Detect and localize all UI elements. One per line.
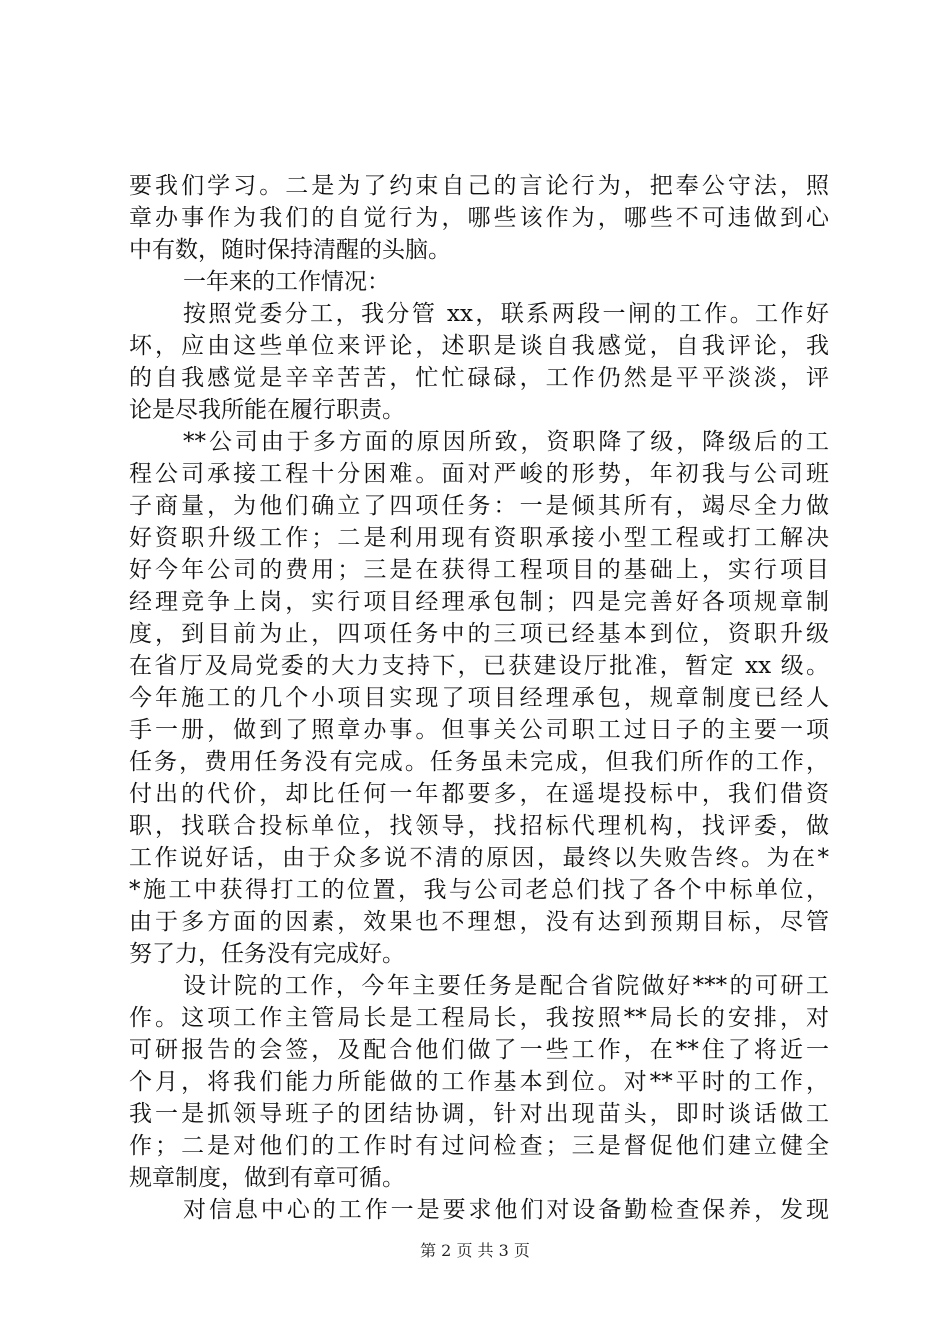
text-line: 任务，费用任务没有完成。任务虽未完成，但我们所作的工作， bbox=[129, 749, 829, 775]
text-line: 作。这项工作主管局长是工程局长，我按照**局长的安排，对 bbox=[129, 1005, 829, 1031]
text-line: 工作说好话，由于众多说不清的原因，最终以失败告终。为在* bbox=[129, 845, 829, 871]
text-line: 付出的代价，却比任何一年都要多，在遥堤投标中，我们借资 bbox=[129, 781, 829, 807]
text-line: 规章制度，做到有章可循。 bbox=[129, 1165, 405, 1191]
text-line: 坏，应由这些单位来评论，述职是谈自我感觉，自我评论，我 bbox=[129, 333, 829, 359]
text-line: 个月，将我们能力所能做的工作基本到位。对**平时的工作， bbox=[129, 1069, 829, 1095]
page-footer: 第 2 页 共 3 页 bbox=[420, 1241, 530, 1260]
text-line: 论是尽我所能在履行职责。 bbox=[129, 397, 405, 423]
text-line: 今年施工的几个小项目实现了项目经理承包，规章制度已经人 bbox=[129, 685, 829, 711]
text-line: 度，到目前为止，四项任务中的三项已经基本到位，资职升级 bbox=[129, 621, 829, 647]
text-line: 好今年公司的费用；三是在获得工程项目的基础上，实行项目 bbox=[129, 557, 829, 583]
text-line: 中有数，随时保持清醒的头脑。 bbox=[129, 237, 451, 263]
text-line: **公司由于多方面的原因所致，资职降了级，降级后的工 bbox=[183, 429, 829, 455]
text-line: 职，找联合投标单位，找领导，找招标代理机构，找评委，做 bbox=[129, 813, 829, 839]
text-line: 子商量，为他们确立了四项任务：一是倾其所有，竭尽全力做 bbox=[129, 493, 829, 519]
text-line: 手一册，做到了照章办事。但事关公司职工过日子的主要一项 bbox=[129, 717, 829, 743]
body-text bbox=[129, 170, 829, 1226]
text-line: 在省厅及局党委的大力支持下，已获建设厅批准，暂定 xx 级。 bbox=[129, 653, 829, 679]
text-line: 对信息中心的工作一是要求他们对设备勤检查保养，发现 bbox=[183, 1197, 829, 1223]
text-line: 章办事作为我们的自觉行为，哪些该作为，哪些不可违做到心 bbox=[129, 205, 829, 231]
text-line: 的自我感觉是辛辛苦苦，忙忙碌碌，工作仍然是平平淡淡，评 bbox=[129, 365, 829, 391]
text-line: 我一是抓领导班子的团结协调，针对出现苗头，即时谈话做工 bbox=[129, 1101, 829, 1127]
text-line: 努了力，任务没有完成好。 bbox=[129, 941, 405, 967]
text-line: 好资职升级工作；二是利用现有资职承接小型工程或打工解决 bbox=[129, 525, 829, 551]
text-line: *施工中获得打工的位置，我与公司老总们找了各个中标单位， bbox=[129, 877, 829, 903]
text-line: 设计院的工作，今年主要任务是配合省院做好***的可研工 bbox=[183, 973, 829, 999]
text-line: 经理竞争上岗，实行项目经理承包制；四是完善好各项规章制 bbox=[129, 589, 829, 615]
text-line: 由于多方面的因素，效果也不理想，没有达到预期目标，尽管 bbox=[129, 909, 829, 935]
text-line: 按照党委分工，我分管 xx，联系两段一闸的工作。工作好 bbox=[183, 301, 829, 327]
text-line: 程公司承接工程十分困难。面对严峻的形势，年初我与公司班 bbox=[129, 461, 829, 487]
text-line: 可研报告的会签，及配合他们做了一些工作，在**住了将近一 bbox=[129, 1037, 829, 1063]
text-line: 一年来的工作情况： bbox=[183, 269, 390, 295]
text-line: 要我们学习。二是为了约束自己的言论行为，把奉公守法，照 bbox=[129, 173, 829, 199]
text-line: 作；二是对他们的工作时有过问检查；三是督促他们建立健全 bbox=[129, 1133, 829, 1159]
